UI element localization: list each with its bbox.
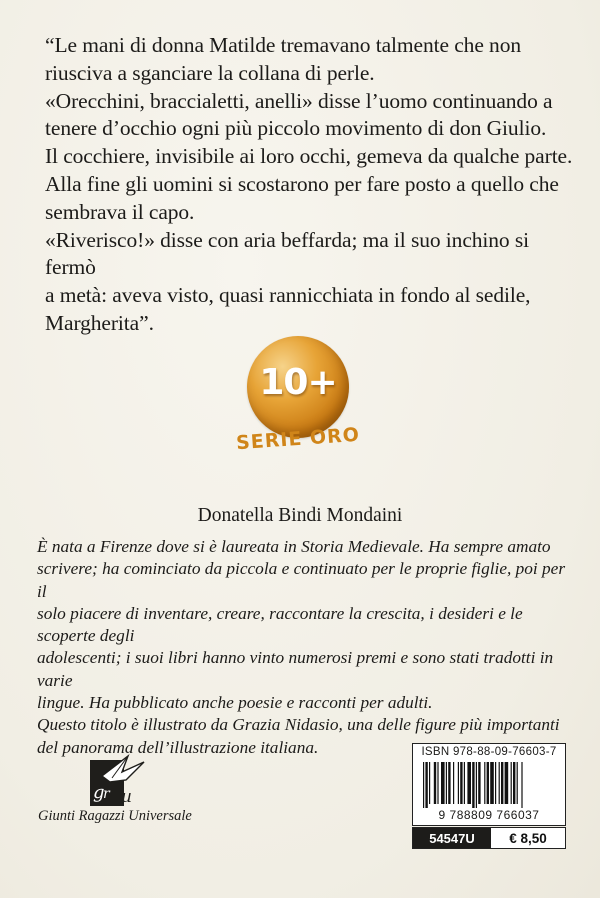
barcode-bars [423, 762, 555, 808]
bio-line: solo piacere di inventare, creare, raccontare la crescita, i desideri e le scoperte degli [37, 603, 523, 646]
isbn-text: ISBN 978-88-09-76603-7 [421, 746, 557, 758]
bio-line: Questo titolo è illustrato da Grazia Nidasio, una delle figure più importanti [37, 715, 560, 735]
excerpt-line: Margherita”. [45, 310, 154, 335]
bio-line: adolescenti; i suoi libri hanno vinto numerosi premi e sono stati tradotti in varie [37, 648, 554, 690]
excerpt-line: “Le mani di donna Matilde tremavano talmente che non [45, 33, 521, 57]
excerpt-line: Alla fine gli uomini si scostarono per fare posto a quello che [45, 171, 559, 196]
bio-line: del panorama dell’illustrazione italiana. [37, 737, 319, 757]
svg-text:u: u [121, 787, 132, 807]
svg-text:r: r [103, 786, 110, 802]
age-badge [247, 336, 349, 438]
product-code: 54547U [413, 828, 491, 848]
book-excerpt [45, 32, 575, 338]
svg-text:g: g [93, 782, 105, 803]
publisher-name: Giunti Ragazzi Universale [38, 808, 192, 824]
excerpt-line: riusciva a sganciare la collana di perle. [45, 60, 375, 85]
author-bio [37, 536, 577, 759]
bio-line: scrivere; ha cominciato da piccola e continuato per le proprie figlie, poi per il [37, 559, 566, 601]
price-row [412, 827, 566, 849]
price: € 8,50 [491, 828, 565, 848]
excerpt-line: a metà: aveva visto, quasi rannicchiata in fondo al sedile, [45, 283, 531, 308]
author-name: Donatella Bindi Mondaini [197, 505, 403, 526]
excerpt-line: tenere d’occhio ogni più piccolo movimento di don Giulio. [45, 116, 547, 141]
excerpt-line: «Riverisco!» disse con aria beffarda; ma il suo inchino si fermò [45, 227, 529, 280]
barcode [412, 743, 566, 826]
excerpt-line: Il cocchiere, invisibile ai loro occhi, gemeva da qualche parte. [45, 144, 573, 169]
age-label: 10+ [259, 362, 337, 403]
excerpt-line: «Orecchini, braccialetti, anelli» disse l’uomo continuando a [45, 88, 553, 113]
excerpt-line: sembrava il capo. [45, 199, 195, 224]
bio-line: lingue. Ha pubblicato anche poesie e racconti per adulti. [37, 693, 433, 713]
bio-line: È nata a Firenze dove si è laureata in Storia Medievale. Ha sempre amato [37, 537, 551, 556]
barcode-digits: 9 788809 766037 [438, 808, 540, 822]
giunti-logo-icon [88, 750, 146, 808]
series-label: SERIE ORO [235, 423, 361, 455]
